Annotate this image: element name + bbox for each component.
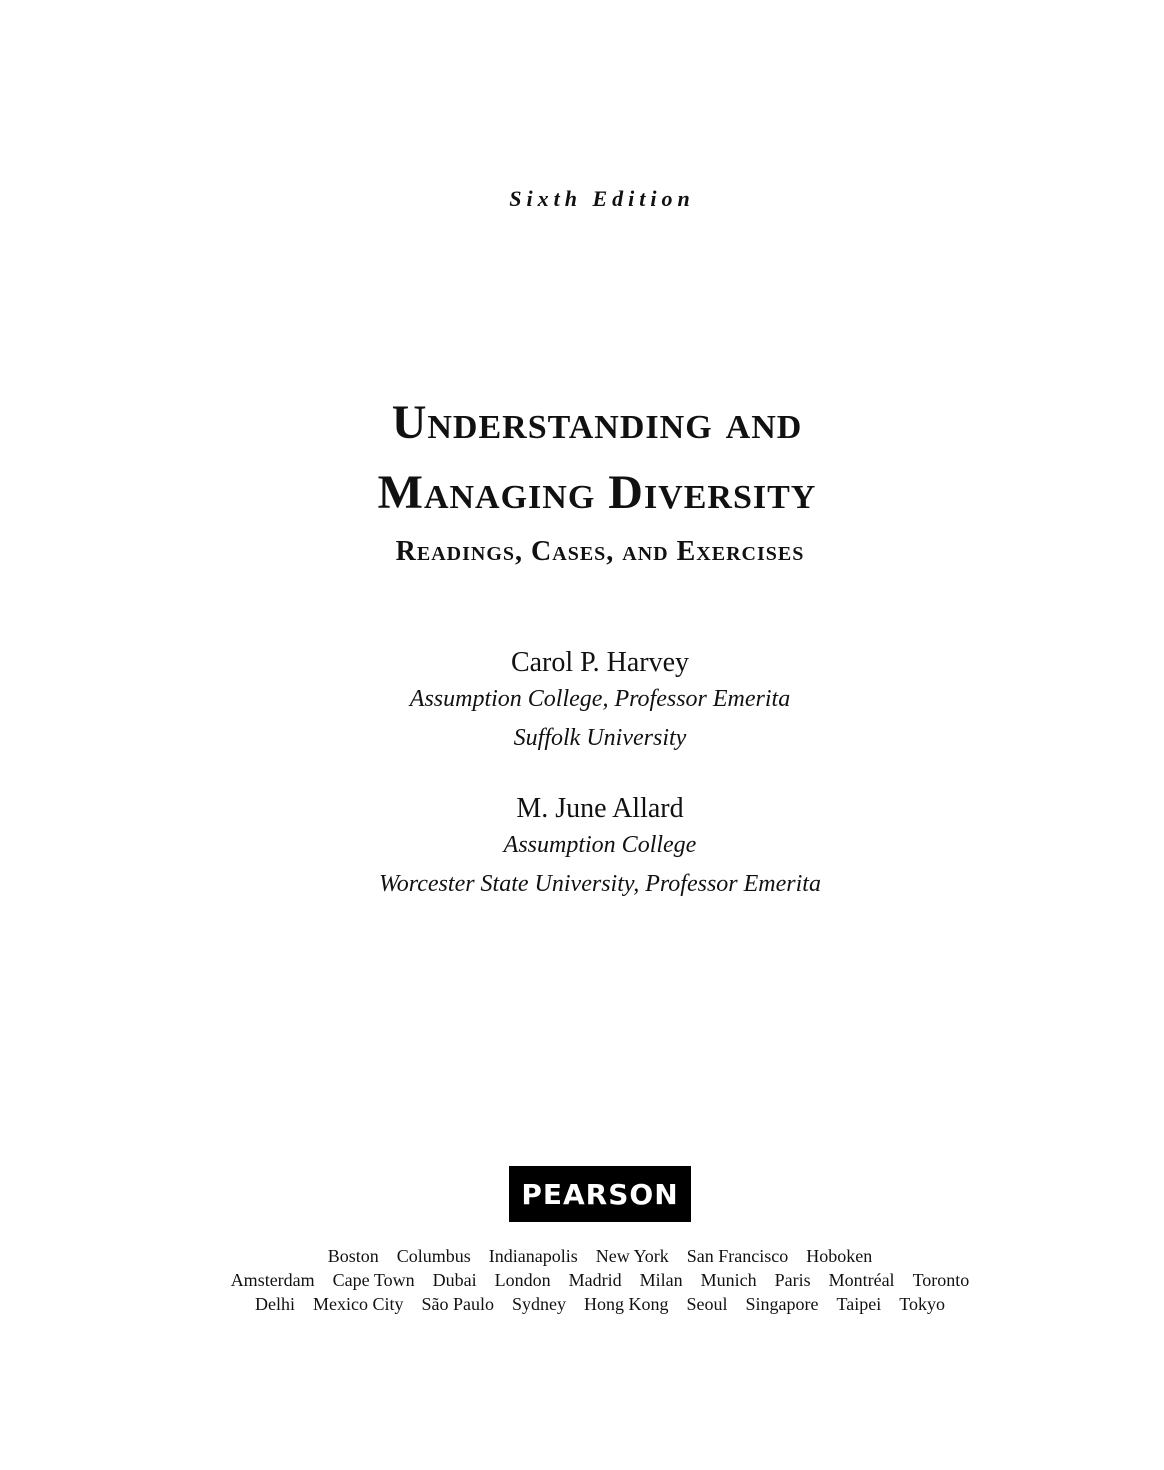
city: Munich xyxy=(700,1270,757,1290)
city: Paris xyxy=(774,1270,811,1290)
author-affiliation: Worcester State University, Professor Emerita xyxy=(379,871,821,897)
city: Montréal xyxy=(828,1270,895,1290)
city: Toronto xyxy=(912,1270,970,1290)
city: Hoboken xyxy=(806,1246,873,1266)
city: Singapore xyxy=(745,1294,819,1314)
book-title-line-1: Understanding and xyxy=(391,396,803,449)
publisher-cities xyxy=(0,1244,1164,1316)
author-affiliation: Suffolk University xyxy=(513,725,687,751)
city: Milan xyxy=(639,1270,683,1290)
city: London xyxy=(494,1270,551,1290)
city: Hong Kong xyxy=(584,1294,669,1314)
author-block-harvey xyxy=(0,646,1164,758)
city: San Francisco xyxy=(686,1246,789,1266)
city: Mexico City xyxy=(313,1294,404,1314)
city: Tokyo xyxy=(899,1294,945,1314)
author-name: Carol P. Harvey xyxy=(510,647,690,678)
city: Seoul xyxy=(686,1294,728,1314)
city: São Paulo xyxy=(421,1294,495,1314)
author-affiliation: Assumption College xyxy=(503,832,697,858)
author-affiliation: Assumption College, Professor Emerita xyxy=(409,686,791,712)
city: Sydney xyxy=(512,1294,567,1314)
author-name: M. June Allard xyxy=(516,793,684,824)
city: Taipei xyxy=(836,1294,882,1314)
city: New York xyxy=(595,1246,669,1266)
edition-label: Sixth Edition xyxy=(509,186,695,211)
city: Cape Town xyxy=(332,1270,415,1290)
city: Amsterdam xyxy=(230,1270,315,1290)
city: Dubai xyxy=(432,1270,477,1290)
city-line-3 xyxy=(36,1292,1164,1316)
author-block-allard xyxy=(0,792,1164,904)
city: Indianapolis xyxy=(488,1246,578,1266)
city: Madrid xyxy=(568,1270,622,1290)
city-line-1 xyxy=(36,1244,1164,1268)
city: Delhi xyxy=(255,1294,295,1314)
book-subtitle: Readings, Cases, and Exercises xyxy=(395,536,805,567)
city: Boston xyxy=(327,1246,379,1266)
pearson-logo xyxy=(509,1166,691,1222)
book-title xyxy=(0,388,1164,528)
city-line-2 xyxy=(36,1268,1164,1292)
city: Columbus xyxy=(396,1246,471,1266)
book-title-line-2: Managing Diversity xyxy=(377,466,817,519)
pearson-logo-text: PEARSON xyxy=(521,1177,679,1211)
